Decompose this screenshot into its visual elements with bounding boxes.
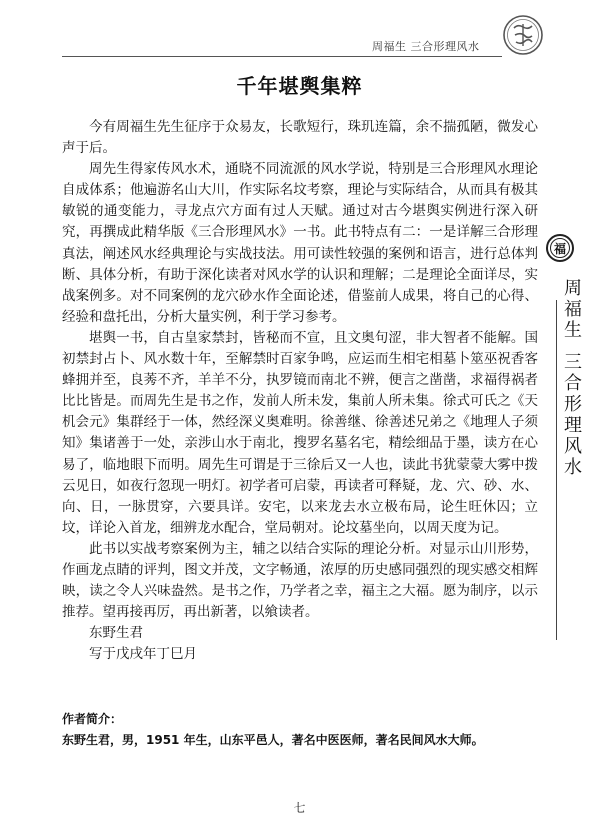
side-tab-rail [556,300,557,640]
paragraph: 周先生得家传风水术，通晓不同流派的风水学说，特别是三合形理风水理论自成体系；他遍游名山大川，作实际名坟考察，理论与实际结合，从而具有极其敏锐的通变能力，寻龙点穴方面有过人天赋。通过对古今堪舆实例进行深入研究，再撰成此精华版《三合形理风水》一书。此书特点有二：一是详解三合形理真法，阐述风水经典理论与实战技法。用可读性较强的案例和语言，进行总体判断、具体分析，有助于深化读者对风水学的认识和理解；二是理论全面详尽，实战案例多。对不同案例的龙穴砂水作全面论述，借鉴前人成果，将自己的心得、经验和盘托出，分析大量实例，利于学习参考。 [62,161,538,325]
author-intro-text: 东野生君，男，1951 年生，山东平邑人，著名中医医师，著名民间风水大师。 [62,733,484,747]
side-tab-badge-char: 福 [550,238,570,258]
author-intro-heading: 作者简介： [62,712,123,726]
author-intro [62,709,542,751]
page-number: 七 [293,801,306,815]
preface-body [62,117,538,665]
paragraph: 此书以实战考察案例为主，辅之以结合实际的理论分析。对显示山川形势，作画龙点睛的评判，图文并茂，文字畅通，浓厚的历史感同强烈的现实感交相辉映，读之令人兴味盎然。是书之作，乃学者之幸，福主之大福。愿为制序，以示推荐。望再接再厉，再出新著，以飨读者。 [62,540,538,621]
signature-date: 写于戊戌年丁巳月 [89,646,197,663]
running-header: 周福生 三合形理风水 [372,40,480,53]
side-tab-author: 周福生 [561,278,582,341]
paragraph: 堪舆一书，自古皇家禁封，皆秘而不宣，且文奥句涩，非大智者不能解。国初禁封占卜、风水数十年，至解禁时百家争鸣，应运而生相宅相墓卜筮巫祝香客蜂拥并至，良莠不齐，羊羊不分，执罗镜而南北不辨，便言之凿凿，求福得祸者比比皆是。而周先生是书之作，发前人所未发，集前人所未集。徐式可氏之《天机会元》集群经于一体，然经深义奥难明。徐善继、徐善述兄弟之《地理人子须知》集诸善于一处，亲涉山水于南北，搜罗名墓名宅，精绘细品于墨，读方在心易了，临地眼下而明。周先生可谓是于三徐后又一人也，读此书犹蒙蒙大雾中拨云见日，如夜行忽现一明灯。初学者可启蒙，再读者可释疑，龙、穴、砂、水、向、日，一脉贯穿，六要具详。安宅，以来龙去水立极布局，论生旺休囚；立坟，详论入首龙，细辨龙水配合，堂局朝对。论坟墓坐向，以周天度为记。 [62,329,538,536]
side-tab-badge [546,234,574,262]
page-title: 千年堪舆集粹 [236,74,363,98]
stylized-fu-seal-icon [501,13,545,57]
paragraph: 今有周福生先生征序于众易友，长歌短行，珠玑连篇，余不揣孤陋，微发心声于后。 [62,119,538,157]
side-tab-book-title: 三合形理风水 [561,352,582,478]
header-rule [62,56,502,57]
signature-name: 东野生君 [89,625,143,642]
